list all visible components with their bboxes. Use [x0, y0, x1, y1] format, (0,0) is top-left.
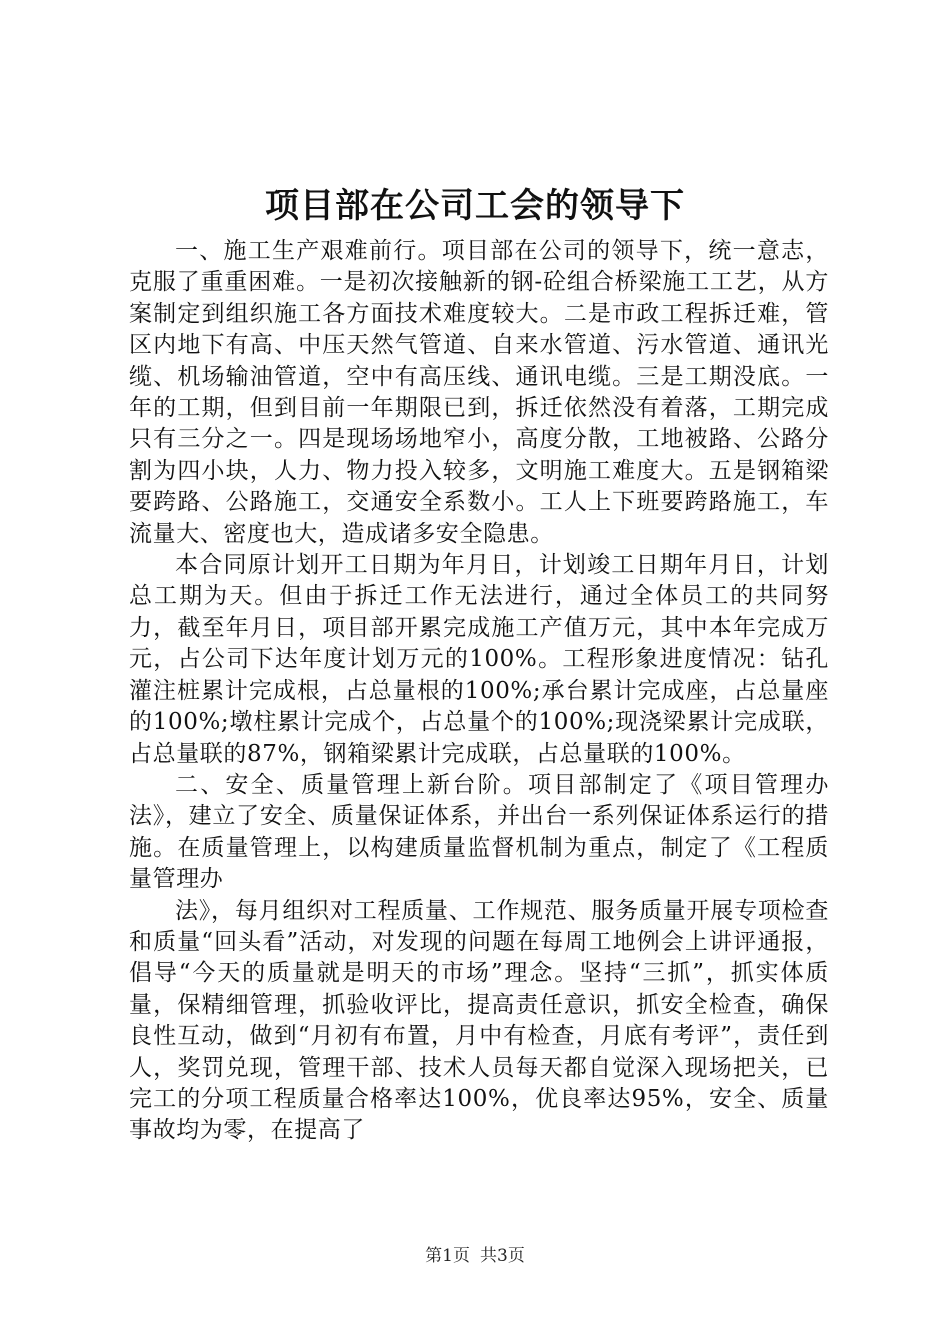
document-body [129, 236, 829, 1147]
page-footer [0, 1244, 950, 1268]
page-number-total: 共3页 [480, 1246, 525, 1266]
page-number-current: 第1页 [425, 1246, 470, 1266]
paragraph-contract-progress: 本合同原计划开工日期为年月日，计划竣工日期年月日，计划总工期为天。但由于拆迁工作无法进行，通过全体员工的共同努力，截至年月日，项目部开累完成施工产值万元，其中本年完成万元，占公司下达年度计划万元的100%。工程形象进度情况：钻孔灌注桩累计完成根，占总量根的100%;承台累计完成座，占总量座的100%;墩柱累计完成个，占总量个的100%;现浇梁累计完成联，占总量联的87%，钢箱梁累计完成联，占总量联的100%。 [129, 552, 829, 767]
document-title: 项目部在公司工会的领导下 [265, 186, 685, 226]
paragraph-safety-quality: 二、安全、质量管理上新台阶。项目部制定了《项目管理办法》，建立了安全、质量保证体系，并出台一系列保证体系运行的措施。在质量管理上，以构建质量监督机制为重点，制定了《工程质量管理办 [129, 771, 829, 893]
paragraph-construction: 一、施工生产艰难前行。项目部在公司的领导下，统一意志，克服了重重困难。一是初次接触新的钢-砼组合桥梁施工工艺，从方案制定到组织施工各方面技术难度较大。二是市政工程拆迁难，管区内地下有高、中压天然气管道、自来水管道、污水管道、通讯光缆、机场输油管道，空中有高压线、通讯电缆。三是工期没底。一年的工期，但到目前一年期限已到，拆迁依然没有着落，工期完成只有三分之一。四是现场场地窄小，高度分散，工地被路、公路分割为四小块，人力、物力投入较多，文明施工难度大。五是钢箱梁要跨路、公路施工，交通安全系数小。工人上下班要跨路施工，车流量大、密度也大，造成诸多安全隐患。 [129, 238, 829, 547]
paragraph-quality-measures: 法》，每月组织对工程质量、工作规范、服务质量开展专项检查和质量“回头看”活动，对发现的问题在每周工地例会上讲评通报，倡导“今天的质量就是明天的市场”理念。坚持“三抓”，抓实体质量，保精细管理，抓验收评比，提高责任意识，抓安全检查，确保良性互动，做到“月初有布置，月中有检查，月底有考评”，责任到人，奖罚兑现，管理干部、技术人员每天都自觉深入现场把关，已完工的分项工程质量合格率达100%，优良率达95%，安全、质量事故均为零，在提高了 [129, 897, 829, 1144]
